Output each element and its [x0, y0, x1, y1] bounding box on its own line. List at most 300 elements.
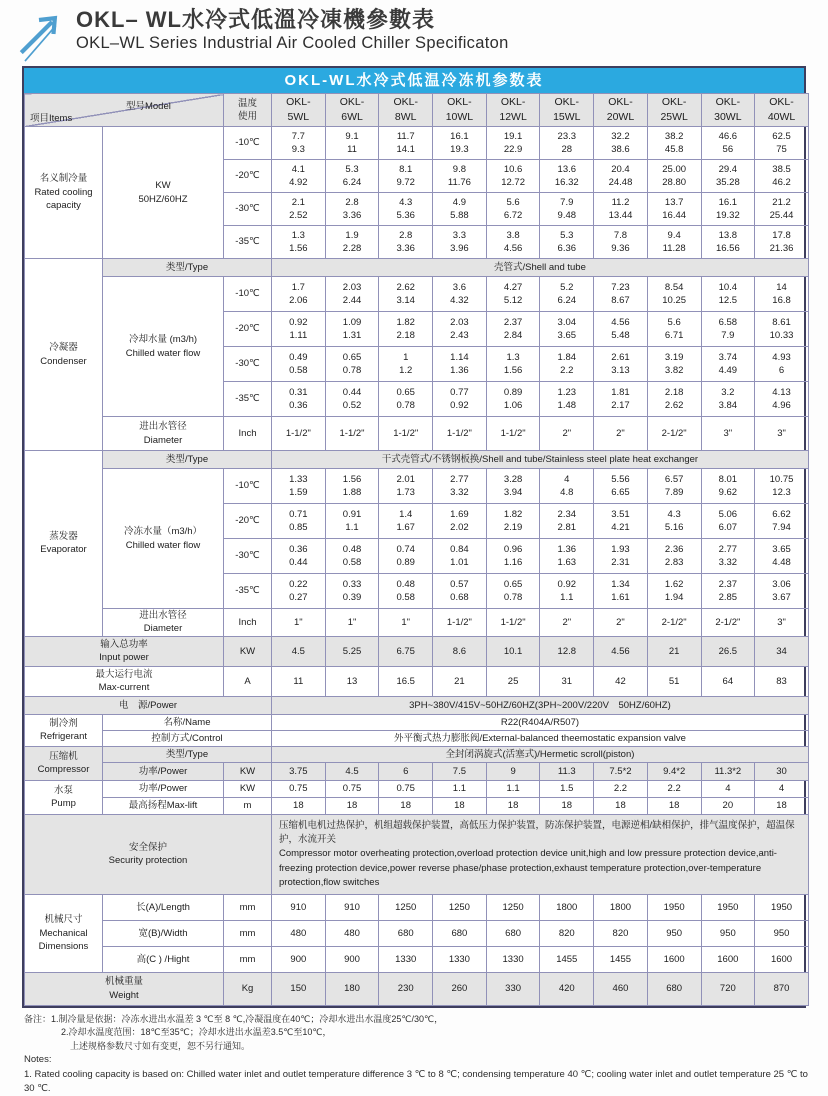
- value-cell: 32.2 38.6: [594, 127, 648, 160]
- arrow-logo-icon: [8, 6, 70, 62]
- value-cell: 4.3 5.36: [379, 193, 433, 226]
- table-row: [25, 469, 809, 504]
- value-cell: 12.8: [540, 636, 594, 666]
- label-condenser-water-flow: 冷却水量 (m3/h) Chilled water flow: [103, 277, 224, 417]
- value-cell: 11.3*2: [701, 762, 755, 780]
- value-cell: 4.93 6: [755, 347, 809, 382]
- value-cell: 2.77 3.32: [433, 469, 487, 504]
- value-cell: 20.4 24.48: [594, 160, 648, 193]
- value-cell: 25.00 28.80: [647, 160, 701, 193]
- header-items-label: 项目Items: [30, 113, 73, 124]
- value-cell: 1.1: [433, 780, 487, 797]
- value-cell: 2": [594, 609, 648, 637]
- table-row: [25, 127, 809, 160]
- unit-inch: Inch: [224, 417, 272, 451]
- value-cell: 1.1: [486, 780, 540, 797]
- unit-kg: Kg: [224, 972, 272, 1005]
- temp-label: -35℃: [224, 226, 272, 259]
- value-cell: 480: [325, 920, 379, 946]
- value-cell: 1.7 2.06: [272, 277, 326, 312]
- table-row: [25, 636, 809, 666]
- value-cell: 11.2 13.44: [594, 193, 648, 226]
- value-cell: 4.13 4.96: [755, 382, 809, 417]
- value-cell: 680: [486, 920, 540, 946]
- value-cell: 11.7 14.1: [379, 127, 433, 160]
- table-row: [25, 762, 809, 780]
- value-cell: 42: [594, 666, 648, 696]
- value-cell: 2.61 3.13: [594, 347, 648, 382]
- value-cell: 5.06 6.07: [701, 504, 755, 539]
- value-cell: 18: [272, 797, 326, 814]
- table-row: [25, 417, 809, 451]
- value-cell: 2.77 3.32: [701, 539, 755, 574]
- value-cell: 480: [272, 920, 326, 946]
- value-cell: 1455: [594, 946, 648, 972]
- value-cell: 6.75: [379, 636, 433, 666]
- table-row: [25, 94, 809, 127]
- value-cell: 1.9 2.28: [325, 226, 379, 259]
- refrigerant-name-value: R22(R404A/R507): [272, 714, 809, 730]
- value-cell: 11.3: [540, 762, 594, 780]
- value-cell: 31: [540, 666, 594, 696]
- value-cell: 870: [755, 972, 809, 1005]
- value-cell: 13.6 16.32: [540, 160, 594, 193]
- value-cell: 680: [647, 972, 701, 1005]
- label-length: 长(A)/Length: [103, 894, 224, 920]
- model-header-30wl: OKL- 30WL: [701, 94, 755, 127]
- table-row: [25, 746, 809, 762]
- section-compressor: 压缩机 Compressor: [25, 746, 103, 780]
- value-cell: 230: [379, 972, 433, 1005]
- value-cell: 0.71 0.85: [272, 504, 326, 539]
- value-cell: 910: [272, 894, 326, 920]
- label-diameter: 进出水管径 Diameter: [103, 609, 224, 637]
- value-cell: 0.65 0.78: [379, 382, 433, 417]
- evaporator-type-value: 干式壳管式/不锈钢板换/Shell and tube/Stainless steel plate heat exchanger: [272, 451, 809, 469]
- value-cell: 180: [325, 972, 379, 1005]
- model-header-5wl: OKL- 5WL: [272, 94, 326, 127]
- security-protection-value: 压缩机电机过热保护，机组超载保护装置，高低压力保护装置，防冻保护装置，电源逆相/缺相保护，排气温度保护，超温保护，水流开关 Compressor motor overheating protection,overload protection device unit,high and low pressure protection device,anti-freezing protection device,power reverse phase/phase protection,exhaust temperature protection,over-temperature protection,flow switches: [272, 814, 809, 894]
- value-cell: 18: [379, 797, 433, 814]
- value-cell: 1250: [433, 894, 487, 920]
- value-cell: 1.69 2.02: [433, 504, 487, 539]
- header-temp-use: 温度 使用: [224, 94, 272, 127]
- unit-mm: mm: [224, 920, 272, 946]
- value-cell: 2.36 2.83: [647, 539, 701, 574]
- value-cell: 51: [647, 666, 701, 696]
- value-cell: 2.1 2.52: [272, 193, 326, 226]
- table-row: [25, 730, 809, 746]
- temp-label: -20℃: [224, 312, 272, 347]
- value-cell: 25: [486, 666, 540, 696]
- value-cell: 3.74 4.49: [701, 347, 755, 382]
- value-cell: 21.2 25.44: [755, 193, 809, 226]
- value-cell: 150: [272, 972, 326, 1005]
- value-cell: 16.1 19.32: [701, 193, 755, 226]
- value-cell: 1.82 2.18: [379, 312, 433, 347]
- value-cell: 0.31 0.36: [272, 382, 326, 417]
- value-cell: 1": [379, 609, 433, 637]
- label-security-protection: 安全保护 Security protection: [25, 814, 272, 894]
- temp-label: -35℃: [224, 382, 272, 417]
- value-cell: 1.62 1.94: [647, 574, 701, 609]
- value-cell: 1.93 2.31: [594, 539, 648, 574]
- note-zh-2: 2.冷却水温度范围：18℃至35℃；冷却水进出水温差3.5℃至10℃，: [61, 1027, 332, 1038]
- value-cell: 1800: [594, 894, 648, 920]
- value-cell: 8.61 10.33: [755, 312, 809, 347]
- value-cell: 0.44 0.52: [325, 382, 379, 417]
- unit-kw: KW: [224, 780, 272, 797]
- unit-mm: mm: [224, 894, 272, 920]
- value-cell: 21: [647, 636, 701, 666]
- value-cell: 1 1.2: [379, 347, 433, 382]
- value-cell: 1.34 1.61: [594, 574, 648, 609]
- value-cell: 18: [540, 797, 594, 814]
- section-rated-cooling-capacity: 名义制冷量 Rated cooling capacity: [25, 127, 103, 259]
- value-cell: 1.56 1.88: [325, 469, 379, 504]
- value-cell: 5.3 6.36: [540, 226, 594, 259]
- value-cell: 1455: [540, 946, 594, 972]
- value-cell: 34: [755, 636, 809, 666]
- value-cell: 680: [433, 920, 487, 946]
- value-cell: 2.03 2.43: [433, 312, 487, 347]
- section-pump: 水泵 Pump: [25, 780, 103, 814]
- value-cell: 2": [540, 417, 594, 451]
- value-cell: 1800: [540, 894, 594, 920]
- value-cell: 1-1/2": [486, 417, 540, 451]
- note-en-title: Notes:: [24, 1054, 52, 1066]
- table-row: [25, 797, 809, 814]
- title-block: [0, 0, 828, 62]
- section-condenser: 冷凝器 Condenser: [25, 259, 103, 451]
- value-cell: 0.77 0.92: [433, 382, 487, 417]
- value-cell: 0.48 0.58: [379, 574, 433, 609]
- label-refrigerant-control: 控制方式/Control: [103, 730, 272, 746]
- table-row: [25, 451, 809, 469]
- value-cell: 9: [486, 762, 540, 780]
- value-cell: 8.6: [433, 636, 487, 666]
- value-cell: 3.51 4.21: [594, 504, 648, 539]
- value-cell: 4.3 5.16: [647, 504, 701, 539]
- unit-mm: mm: [224, 946, 272, 972]
- value-cell: 6: [379, 762, 433, 780]
- value-cell: 0.92 1.11: [272, 312, 326, 347]
- section-evaporator: 蒸发器 Evaporator: [25, 451, 103, 637]
- model-header-8wl: OKL- 8WL: [379, 94, 433, 127]
- value-cell: 13.8 16.56: [701, 226, 755, 259]
- value-cell: 11: [272, 666, 326, 696]
- value-cell: 910: [325, 894, 379, 920]
- value-cell: 13.7 16.44: [647, 193, 701, 226]
- value-cell: 2.37 2.85: [701, 574, 755, 609]
- value-cell: 3": [701, 417, 755, 451]
- value-cell: 8.1 9.72: [379, 160, 433, 193]
- value-cell: 2.01 1.73: [379, 469, 433, 504]
- value-cell: 4: [701, 780, 755, 797]
- value-cell: 1950: [755, 894, 809, 920]
- label-height: 高(C ) /Hight: [103, 946, 224, 972]
- value-cell: 9.1 11: [325, 127, 379, 160]
- temp-label: -20℃: [224, 160, 272, 193]
- value-cell: 0.75: [272, 780, 326, 797]
- value-cell: 3.8 4.56: [486, 226, 540, 259]
- value-cell: 13: [325, 666, 379, 696]
- value-cell: 62.5 75: [755, 127, 809, 160]
- value-cell: 10.4 12.5: [701, 277, 755, 312]
- temp-label: -10℃: [224, 277, 272, 312]
- value-cell: 2-1/2": [701, 609, 755, 637]
- label-evaporator-water-flow: 冷冻水量（m3/h） Chilled water flow: [103, 469, 224, 609]
- value-cell: 680: [379, 920, 433, 946]
- value-cell: 6.58 7.9: [701, 312, 755, 347]
- value-cell: 38.5 46.2: [755, 160, 809, 193]
- label-power-supply: 电 源/Power: [25, 696, 272, 714]
- value-cell: 0.96 1.16: [486, 539, 540, 574]
- value-cell: 7.5: [433, 762, 487, 780]
- unit-inch: Inch: [224, 609, 272, 637]
- label-max-lift: 最高扬程Max-lift: [103, 797, 224, 814]
- value-cell: 3.75: [272, 762, 326, 780]
- value-cell: 5.2 6.24: [540, 277, 594, 312]
- unit-a: A: [224, 666, 272, 696]
- value-cell: 10.6 12.72: [486, 160, 540, 193]
- value-cell: 5.3 6.24: [325, 160, 379, 193]
- value-cell: 1-1/2": [325, 417, 379, 451]
- value-cell: 0.65 0.78: [325, 347, 379, 382]
- label-refrigerant-name: 名称/Name: [103, 714, 272, 730]
- value-cell: 2": [540, 609, 594, 637]
- value-cell: 5.56 6.65: [594, 469, 648, 504]
- value-cell: 0.75: [325, 780, 379, 797]
- label-type: 类型/Type: [103, 746, 272, 762]
- value-cell: 0.65 0.78: [486, 574, 540, 609]
- table-row: [25, 920, 809, 946]
- value-cell: 260: [433, 972, 487, 1005]
- value-cell: 9.4*2: [647, 762, 701, 780]
- value-cell: 4.56: [594, 636, 648, 666]
- table-row: [25, 277, 809, 312]
- label-input-power: 输入总功率 Input power: [25, 636, 224, 666]
- value-cell: 3.65 4.48: [755, 539, 809, 574]
- value-cell: 1-1/2": [433, 417, 487, 451]
- refrigerant-control-value: 外平衡式热力膨胀阀/External-balanced theemostatic expansion valve: [272, 730, 809, 746]
- value-cell: 38.2 45.8: [647, 127, 701, 160]
- table-row: [25, 946, 809, 972]
- value-cell: 5.6 6.72: [486, 193, 540, 226]
- value-cell: 83: [755, 666, 809, 696]
- value-cell: 2.2: [594, 780, 648, 797]
- value-cell: 460: [594, 972, 648, 1005]
- value-cell: 18: [486, 797, 540, 814]
- value-cell: 4.5: [325, 762, 379, 780]
- temp-label: -30℃: [224, 347, 272, 382]
- note-zh-3: 上述规格参数尺寸如有变更，恕不另行通知。: [70, 1040, 251, 1051]
- header-model-label: 型号Model: [125, 101, 171, 112]
- value-cell: 20: [701, 797, 755, 814]
- value-cell: 0.74 0.89: [379, 539, 433, 574]
- value-cell: 46.6 56: [701, 127, 755, 160]
- label-max-current: 最大运行电流 Max-current: [25, 666, 224, 696]
- value-cell: 3.04 3.65: [540, 312, 594, 347]
- value-cell: 820: [594, 920, 648, 946]
- value-cell: 0.92 1.1: [540, 574, 594, 609]
- value-cell: 1-1/2": [433, 609, 487, 637]
- value-cell: 1.81 2.17: [594, 382, 648, 417]
- temp-label: -30℃: [224, 193, 272, 226]
- value-cell: 0.75: [379, 780, 433, 797]
- value-cell: 2.8 3.36: [379, 226, 433, 259]
- value-cell: 1600: [701, 946, 755, 972]
- table-row: [25, 894, 809, 920]
- value-cell: 0.89 1.06: [486, 382, 540, 417]
- value-cell: 7.9 9.48: [540, 193, 594, 226]
- value-cell: 2-1/2": [647, 609, 701, 637]
- value-cell: 2-1/2": [647, 417, 701, 451]
- value-cell: 3.28 3.94: [486, 469, 540, 504]
- value-cell: 1330: [433, 946, 487, 972]
- value-cell: 17.8 21.36: [755, 226, 809, 259]
- value-cell: 0.49 0.58: [272, 347, 326, 382]
- page-title-zh: OKL– WL水冷式低溫冷凍機參數表: [76, 7, 435, 32]
- value-cell: 3.19 3.82: [647, 347, 701, 382]
- table-row: [25, 972, 809, 1005]
- value-cell: 950: [701, 920, 755, 946]
- temp-label: -10℃: [224, 127, 272, 160]
- value-cell: 0.22 0.27: [272, 574, 326, 609]
- value-cell: 0.91 1.1: [325, 504, 379, 539]
- value-cell: 4: [755, 780, 809, 797]
- table-row: [25, 666, 809, 696]
- temp-label: -35℃: [224, 574, 272, 609]
- value-cell: 5.6 6.71: [647, 312, 701, 347]
- value-cell: 18: [594, 797, 648, 814]
- model-header-15wl: OKL- 15WL: [540, 94, 594, 127]
- label-width: 宽(B)/Width: [103, 920, 224, 946]
- value-cell: 6.62 7.94: [755, 504, 809, 539]
- value-cell: 1250: [379, 894, 433, 920]
- value-cell: 1250: [486, 894, 540, 920]
- value-cell: 26.5: [701, 636, 755, 666]
- value-cell: 1950: [647, 894, 701, 920]
- value-cell: 4.27 5.12: [486, 277, 540, 312]
- value-cell: 1.09 1.31: [325, 312, 379, 347]
- header-items-model: [25, 94, 224, 127]
- value-cell: 0.36 0.44: [272, 539, 326, 574]
- value-cell: 1.14 1.36: [433, 347, 487, 382]
- value-cell: 8.54 10.25: [647, 277, 701, 312]
- table-row: [25, 696, 809, 714]
- value-cell: 0.84 1.01: [433, 539, 487, 574]
- value-cell: 6.57 7.89: [647, 469, 701, 504]
- value-cell: 2.03 2.44: [325, 277, 379, 312]
- unit-m: m: [224, 797, 272, 814]
- power-supply-value: 3PH~380V/415V~50HZ/60HZ(3PH~200V/220V 50HZ/60HZ): [272, 696, 809, 714]
- value-cell: 3.3 3.96: [433, 226, 487, 259]
- value-cell: 1": [272, 609, 326, 637]
- label-kw-50hz-60hz: KW 50HZ/60HZ: [103, 127, 224, 259]
- compressor-type-value: 全封闭涡旋式(活塞式)/Hermetic scroll(piston): [272, 746, 809, 762]
- value-cell: 1-1/2": [272, 417, 326, 451]
- value-cell: 330: [486, 972, 540, 1005]
- value-cell: 7.23 8.67: [594, 277, 648, 312]
- value-cell: 1": [325, 609, 379, 637]
- value-cell: 3": [755, 609, 809, 637]
- model-header-12wl: OKL- 12WL: [486, 94, 540, 127]
- table-row: [25, 780, 809, 797]
- value-cell: 1-1/2": [379, 417, 433, 451]
- value-cell: 420: [540, 972, 594, 1005]
- label-type: 类型/Type: [103, 451, 272, 469]
- unit-kw: KW: [224, 636, 272, 666]
- value-cell: 1.82 2.19: [486, 504, 540, 539]
- value-cell: 9.4 11.28: [647, 226, 701, 259]
- value-cell: 1.3 1.56: [486, 347, 540, 382]
- table-row: [25, 259, 809, 277]
- note-zh-1: 备注：1.制冷量是依据：冷冻水进出水温差 3 ℃至 8 ℃,冷凝温度在40℃；冷却水进出水温度25℃/30℃，: [24, 1013, 444, 1024]
- condenser-type-value: 壳管式/Shell and tube: [272, 259, 809, 277]
- value-cell: 8.01 9.62: [701, 469, 755, 504]
- value-cell: 1950: [701, 894, 755, 920]
- value-cell: 18: [433, 797, 487, 814]
- value-cell: 950: [647, 920, 701, 946]
- value-cell: 1330: [486, 946, 540, 972]
- value-cell: 18: [647, 797, 701, 814]
- temp-label: -10℃: [224, 469, 272, 504]
- footnotes: [24, 1013, 818, 1096]
- value-cell: 14 16.8: [755, 277, 809, 312]
- value-cell: 2.37 2.84: [486, 312, 540, 347]
- value-cell: 7.7 9.3: [272, 127, 326, 160]
- value-cell: 1600: [647, 946, 701, 972]
- value-cell: 720: [701, 972, 755, 1005]
- value-cell: 2.34 2.81: [540, 504, 594, 539]
- value-cell: 16.5: [379, 666, 433, 696]
- value-cell: 900: [272, 946, 326, 972]
- value-cell: 2.18 2.62: [647, 382, 701, 417]
- value-cell: 950: [755, 920, 809, 946]
- value-cell: 4 4.8: [540, 469, 594, 504]
- model-header-10wl: OKL- 10WL: [433, 94, 487, 127]
- value-cell: 30: [755, 762, 809, 780]
- value-cell: 4.5: [272, 636, 326, 666]
- value-cell: 19.1 22.9: [486, 127, 540, 160]
- model-header-6wl: OKL- 6WL: [325, 94, 379, 127]
- label-diameter: 进出水管径 Diameter: [103, 417, 224, 451]
- temp-label: -30℃: [224, 539, 272, 574]
- model-header-40wl: OKL- 40WL: [755, 94, 809, 127]
- model-header-25wl: OKL- 25WL: [647, 94, 701, 127]
- value-cell: 1.33 1.59: [272, 469, 326, 504]
- value-cell: 3.06 3.67: [755, 574, 809, 609]
- value-cell: 1.4 1.67: [379, 504, 433, 539]
- label-pump-power: 功率/Power: [103, 780, 224, 797]
- spec-table: [24, 93, 809, 1006]
- value-cell: 23.3 28: [540, 127, 594, 160]
- value-cell: 9.8 11.76: [433, 160, 487, 193]
- label-compressor-power: 功率/Power: [103, 762, 224, 780]
- value-cell: 1-1/2": [486, 609, 540, 637]
- value-cell: 3": [755, 417, 809, 451]
- note-en-1: 1. Rated cooling capacity is based on: Chilled water inlet and outlet temperature difference 3 ℃ to 8 ℃; condensing temperature 40 ℃; cooling water inlet and outlet temperature 25 ℃ to 30 ℃.: [24, 1068, 808, 1094]
- value-cell: 18: [325, 797, 379, 814]
- value-cell: 29.4 35.28: [701, 160, 755, 193]
- table-row: [25, 714, 809, 730]
- label-weight: 机械重量 Weight: [25, 972, 224, 1005]
- value-cell: 21: [433, 666, 487, 696]
- value-cell: 18: [755, 797, 809, 814]
- unit-kw: KW: [224, 762, 272, 780]
- value-cell: 1.23 1.48: [540, 382, 594, 417]
